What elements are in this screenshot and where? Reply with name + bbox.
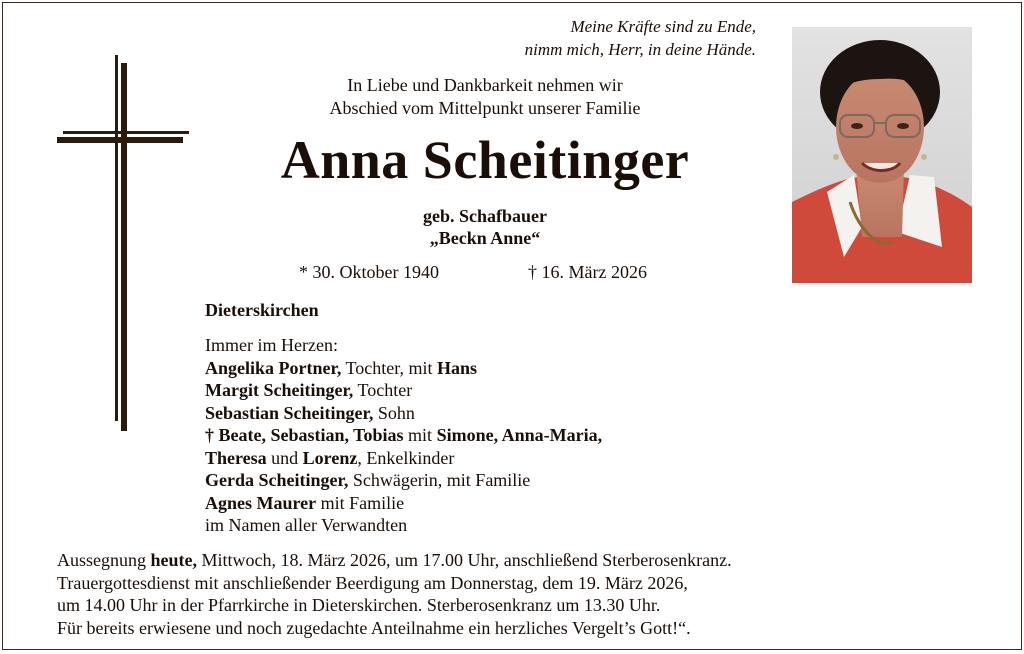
family-intro: Immer im Herzen: [205,335,338,355]
portrait-photo [792,27,972,283]
intro-line: In Liebe und Dankbarkeit nehmen wir [347,75,623,95]
family-list [205,334,602,537]
birth-date: * 30. Oktober 1940 [299,262,439,282]
intro-line: Abschied vom Mittelpunkt unserer Familie [329,98,641,118]
family-line: † Beate, Sebastian, Tobias mit Simone, Anna-Maria, [205,425,603,445]
obituary-notice [2,2,1022,650]
birth-name: geb. Schafbauer [422,206,547,226]
footer-line: Trauergottesdienst mit anschließender Beerdigung am Donnerstag, dem 19. März 2026, [57,572,688,593]
deceased-name: Anna Scheitinger [280,130,690,190]
nickname: „Beckn Anne“ [429,228,541,248]
portrait-illustration [792,27,972,283]
family-line: Theresa und Lorenz, Enkelkinder [205,447,455,468]
family-line: Gerda Scheitinger, Schwägerin, mit Familie [205,470,531,490]
motto-verse [525,15,756,61]
family-line: Sebastian Scheitinger, Sohn [205,402,415,423]
footer-line: Aussegnung heute, Mittwoch, 18. März 2026, um 17.00 Uhr, anschließend Sterberosenkranz. [57,550,732,570]
footer-line: Für bereits erwiesene und noch zugedachte Anteilnahme ein herzliches Vergelt’s Gott!“. [57,617,691,638]
intro-text [253,74,717,120]
motto-line: nimm mich, Herr, in deine Hände. [524,40,756,59]
funeral-info [57,549,732,639]
footer-line: um 14.00 Uhr in der Pfarrkirche in Dieterskirchen. Sterberosenkranz um 13.30 Uhr. [57,595,661,615]
family-line: Agnes Maurer mit Familie [205,492,405,513]
motto-line: Meine Kräfte sind zu Ende, [570,17,756,36]
death-date: † 16. März 2026 [528,262,647,282]
place-name: Dieterskirchen [205,300,319,320]
family-line: Margit Scheitinger, Tochter [205,380,413,400]
family-line: Angelika Portner, Tochter, mit Hans [205,357,478,378]
family-line: im Namen aller Verwandten [205,515,408,535]
